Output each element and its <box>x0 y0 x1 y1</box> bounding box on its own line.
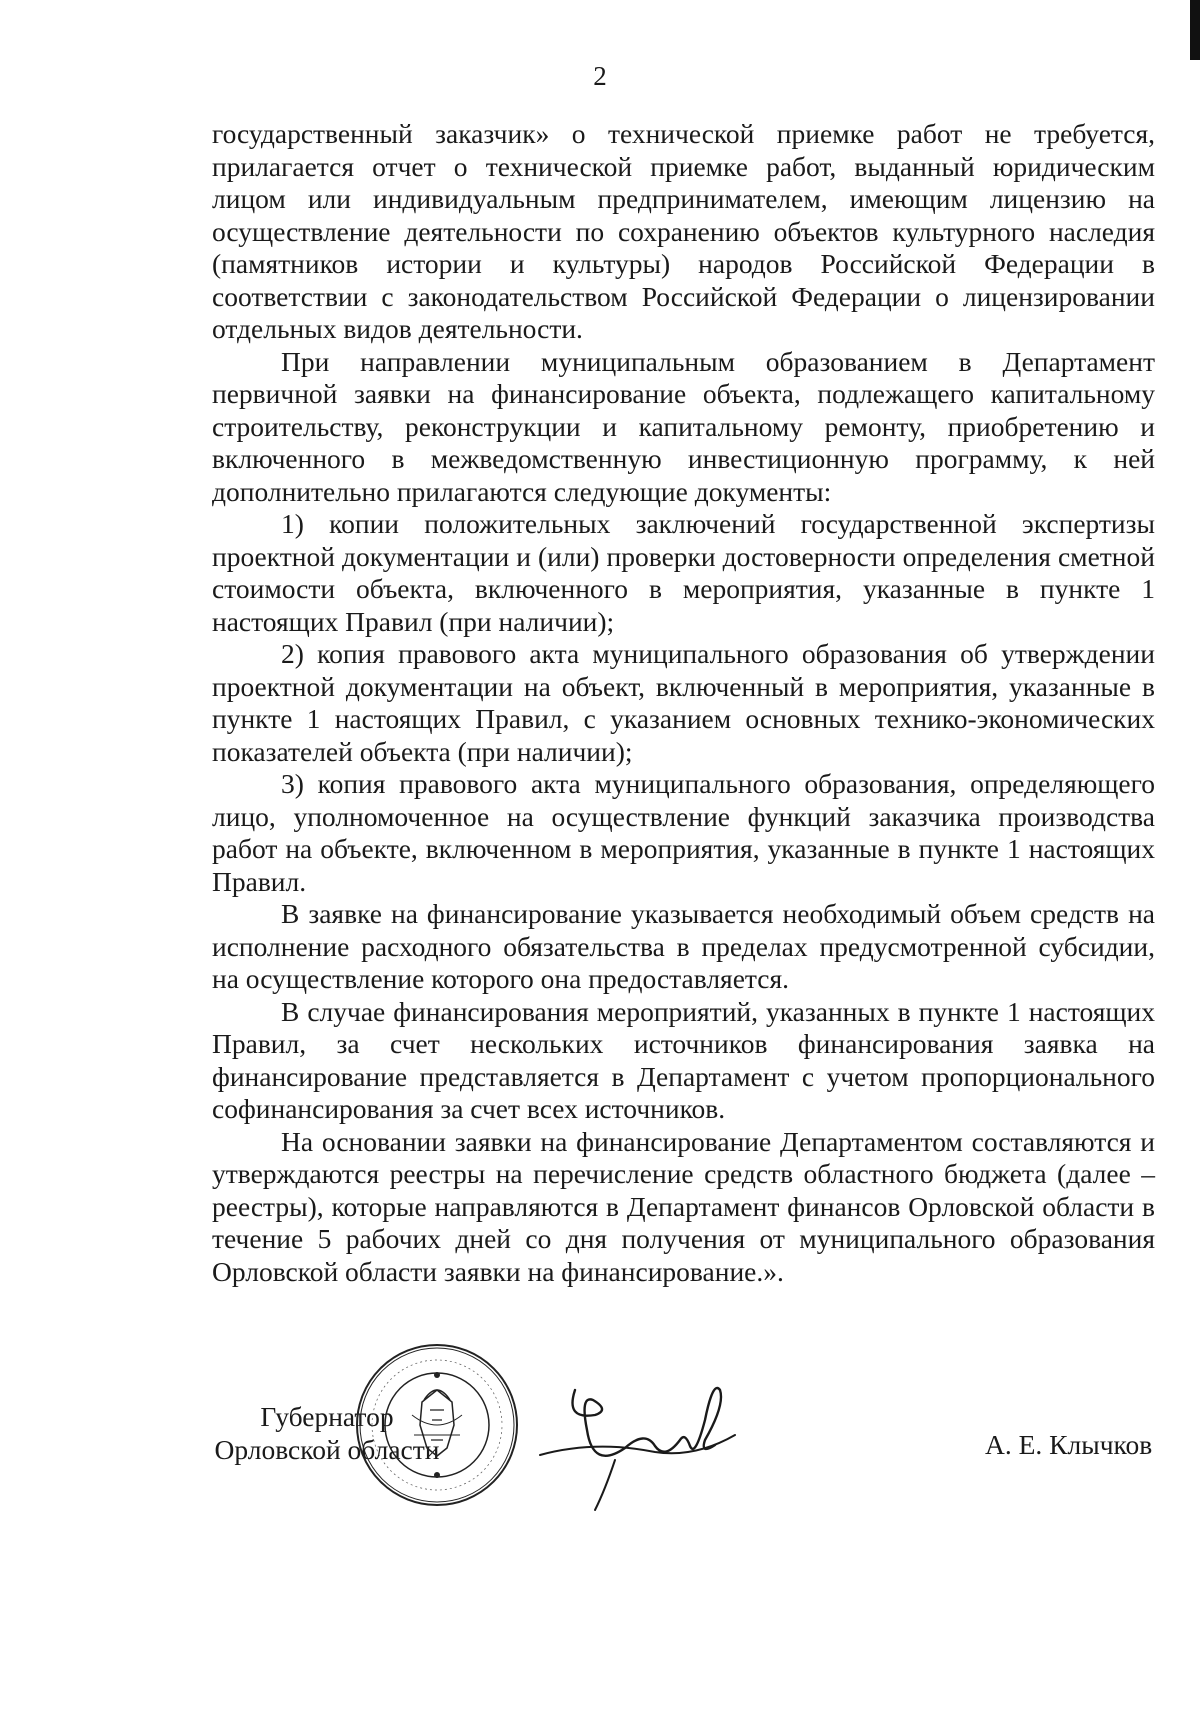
paragraph: В случае финансирования мероприятий, указанных в пункте 1 настоящих Правил, за счет нескольких источников финансирования заявка на финансирование представляется в Департамент с учетом пропорционального софинансирования за счет всех источников. <box>212 995 1155 1124</box>
signer-title-line1: Губернатор <box>260 1401 394 1432</box>
body-text <box>212 118 1155 1288</box>
signer-title-line2: Орловской области <box>214 1434 440 1465</box>
signature-block <box>0 1320 1200 1540</box>
paragraph: При направлении муниципальным образованием в Департамент первичной заявки на финансирование объекта, подлежащего капитальному строительству, реконструкции и капитальному ремонту, приобретению и включенного в межведомственную инвестиционную программу, к ней дополнительно прилагаются следующие документы: <box>212 345 1155 507</box>
paragraph: 2) копия правового акта муниципального образования об утверждении проектной документации на объект, включенный в мероприятия, указанные в пункте 1 настоящих Правил, с указанием основных технико-экономических показателей объекта (при наличии); <box>212 638 1155 767</box>
handwritten-signature <box>535 1360 755 1520</box>
scan-edge-mark <box>1190 0 1200 60</box>
paragraph: 1) копии положительных заключений государственной экспертизы проектной документации и (или) проверки достоверности определения сметной стоимости объекта, включенного в мероприятия, указанные в пункте 1 настоящих Правил (при наличии); <box>212 508 1155 637</box>
page-number: 2 <box>593 61 607 91</box>
paragraph: В заявке на финансирование указывается необходимый объем средств на исполнение расходного обязательства в пределах предусмотренной субсидии, на осуществление которого она предоставляется. <box>212 898 1155 994</box>
official-seal <box>352 1340 522 1510</box>
paragraph: 3) копия правового акта муниципального образования, определяющего лицо, уполномоченное на осуществление функций заказчика производства работ на объекте, включенном в мероприятия, указанные в пункте 1 настоящих Правил. <box>212 768 1155 897</box>
signer-name: А. Е. Клычков <box>985 1429 1153 1460</box>
paragraph: государственный заказчик» о технической приемке работ не требуется, прилагается отчет о технической приемке работ, выданный юридическим лицом или индивидуальным предпринимателем, имеющим лицензию на осуществление деятельности по сохранению объектов культурного наследия (памятников истории и культуры) народов Российской Федерации в соответствии с законодательством Российской Федерации о лицензировании отдельных видов деятельности. <box>212 118 1155 344</box>
paragraph: На основании заявки на финансирование Департаментом составляются и утверждаются реестры на перечисление средств областного бюджета (далее – реестры), которые направляются в Департамент финансов Орловской области в течение 5 рабочих дней со дня получения от муниципального образования Орловской области заявки на финансирование.». <box>212 1125 1155 1287</box>
